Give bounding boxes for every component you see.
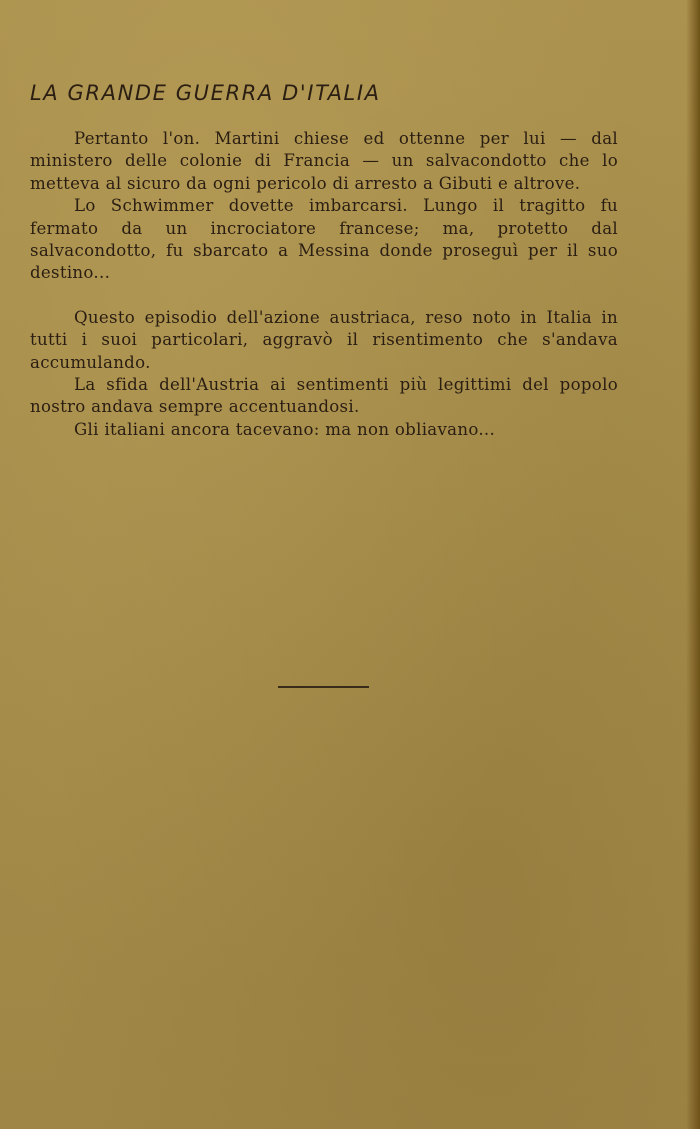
section-break [30,285,618,307]
page-edge-shadow [686,0,700,1129]
running-head: LA GRANDE GUERRA D'ITALIA [30,81,381,105]
book-page [30,78,618,441]
paragraph: La sfida dell'Austria ai sentimenti più legittimi del popolo nostro andava sempre accentuandosi. [30,375,618,417]
paragraph: Pertanto l'on. Martini chiese ed ottenne per lui — dal ministero delle colonie di Francia — un salvacondotto che lo metteva al sicuro da ogni pericolo di arresto a Gibuti e altrove. [30,129,618,193]
chapter-end-rule [278,686,369,688]
paragraph: Lo Schwimmer dovette imbarcarsi. Lungo il tragitto fu fermato da un incrociatore francese; ma, protetto dal salvacondotto, fu sbarcato a Messina donde proseguì per il suo destino... [30,196,618,283]
paragraph: Questo episodio dell'azione austriaca, reso noto in Italia in tutti i suoi particolari, aggravò il risentimento che s'andava accumulando. [30,307,618,372]
paragraph: Gli italiani ancora tacevano: ma non obliavano... [74,419,496,439]
